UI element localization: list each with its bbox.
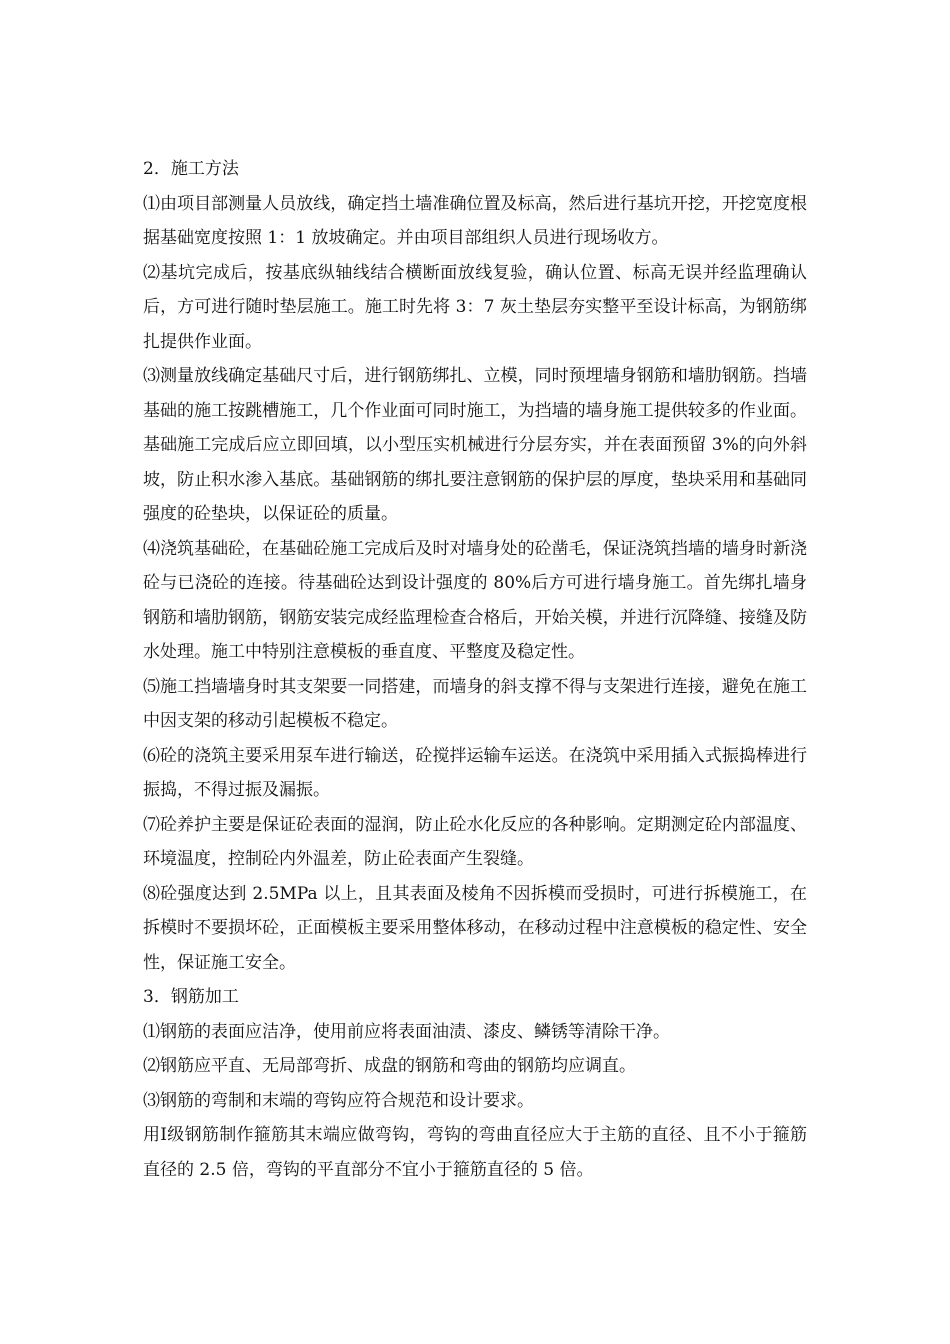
paragraph-3: ⑶测量放线确定基础尺寸后，进行钢筋绑扎、立模，同时预埋墙身钢筋和墙肋钢筋。挡墙基础的施工按跳槽施工，几个作业面可同时施工，为挡墙的墙身施工提供较多的作业面。基础施工完成后应立即回填，以小型压实机械进行分层夯实，并在表面预留 3%的向外斜坡，防止积水渗入基底。基础钢筋的绑扎要注意钢筋的保护层的厚度，垫块采用和基础同强度的砼垫块，以保证砼的质量。 xyxy=(143,366,807,524)
paragraph-4: ⑷浇筑基础砼，在基础砼施工完成后及时对墙身处的砼凿毛，保证浇筑挡墙的墙身时新浇砼与已浇砼的连接。待基础砼达到设计强度的 80%后方可进行墙身施工。首先绑扎墙身钢筋和墙肋钢筋，钢筋安装完成经监理检查合格后，开始关模，并进行沉降缝、接缝及防水处理。施工中特别注意模板的垂直度、平整度及稳定性。 xyxy=(143,538,807,662)
document-body xyxy=(143,152,807,1187)
paragraph-1: ⑴由项目部测量人员放线，确定挡土墙准确位置及标高，然后进行基坑开挖，开挖宽度根据基础宽度按照 1：1 放坡确定。并由项目部组织人员进行现场收方。 xyxy=(143,193,807,248)
paragraph-5: ⑸施工挡墙墙身时其支架要一同搭建，而墙身的斜支撑不得与支架进行连接，避免在施工中因支架的移动引起模板不稳定。 xyxy=(143,676,807,731)
paragraph-2: ⑵基坑完成后，按基底纵轴线结合横断面放线复验，确认位置、标高无误并经监理确认后，方可进行随时垫层施工。施工时先将 3：7 灰土垫层夯实整平至设计标高，为钢筋绑扎提供作业面。 xyxy=(143,262,807,352)
paragraph-11: ⑶钢筋的弯制和末端的弯钩应符合规范和设计要求。 xyxy=(143,1090,534,1111)
paragraph-6: ⑹砼的浇筑主要采用泵车进行输送，砼搅拌运输车运送。在浇筑中采用插入式振捣棒进行振捣，不得过振及漏振。 xyxy=(143,745,807,800)
section-heading-rebar-processing: 3．钢筋加工 xyxy=(143,987,239,1007)
paragraph-10: ⑵钢筋应平直、无局部弯折、成盘的钢筋和弯曲的钢筋均应调直。 xyxy=(143,1056,636,1076)
paragraph-12: 用Ⅰ级钢筋制作箍筋其末端应做弯钩，弯钩的弯曲直径应大于主筋的直径、且不小于箍筋直径的 2.5 倍，弯钩的平直部分不宜小于箍筋直径的 5 倍。 xyxy=(143,1125,807,1180)
paragraph-7: ⑺砼养护主要是保证砼表面的湿润，防止砼水化反应的各种影响。定期测定砼内部温度、环境温度，控制砼内外温差，防止砼表面产生裂缝。 xyxy=(143,814,807,869)
paragraph-8: ⑻砼强度达到 2.5MPa 以上，且其表面及棱角不因拆模而受损时，可进行拆模施工，在拆模时不要损坏砼，正面模板主要采用整体移动，在移动过程中注意模板的稳定性、安全性，保证施工安全。 xyxy=(143,883,807,973)
section-heading-construction-method: 2．施工方法 xyxy=(143,159,239,179)
paragraph-9: ⑴钢筋的表面应洁净，使用前应将表面油渍、漆皮、鳞锈等清除干净。 xyxy=(143,1021,670,1042)
